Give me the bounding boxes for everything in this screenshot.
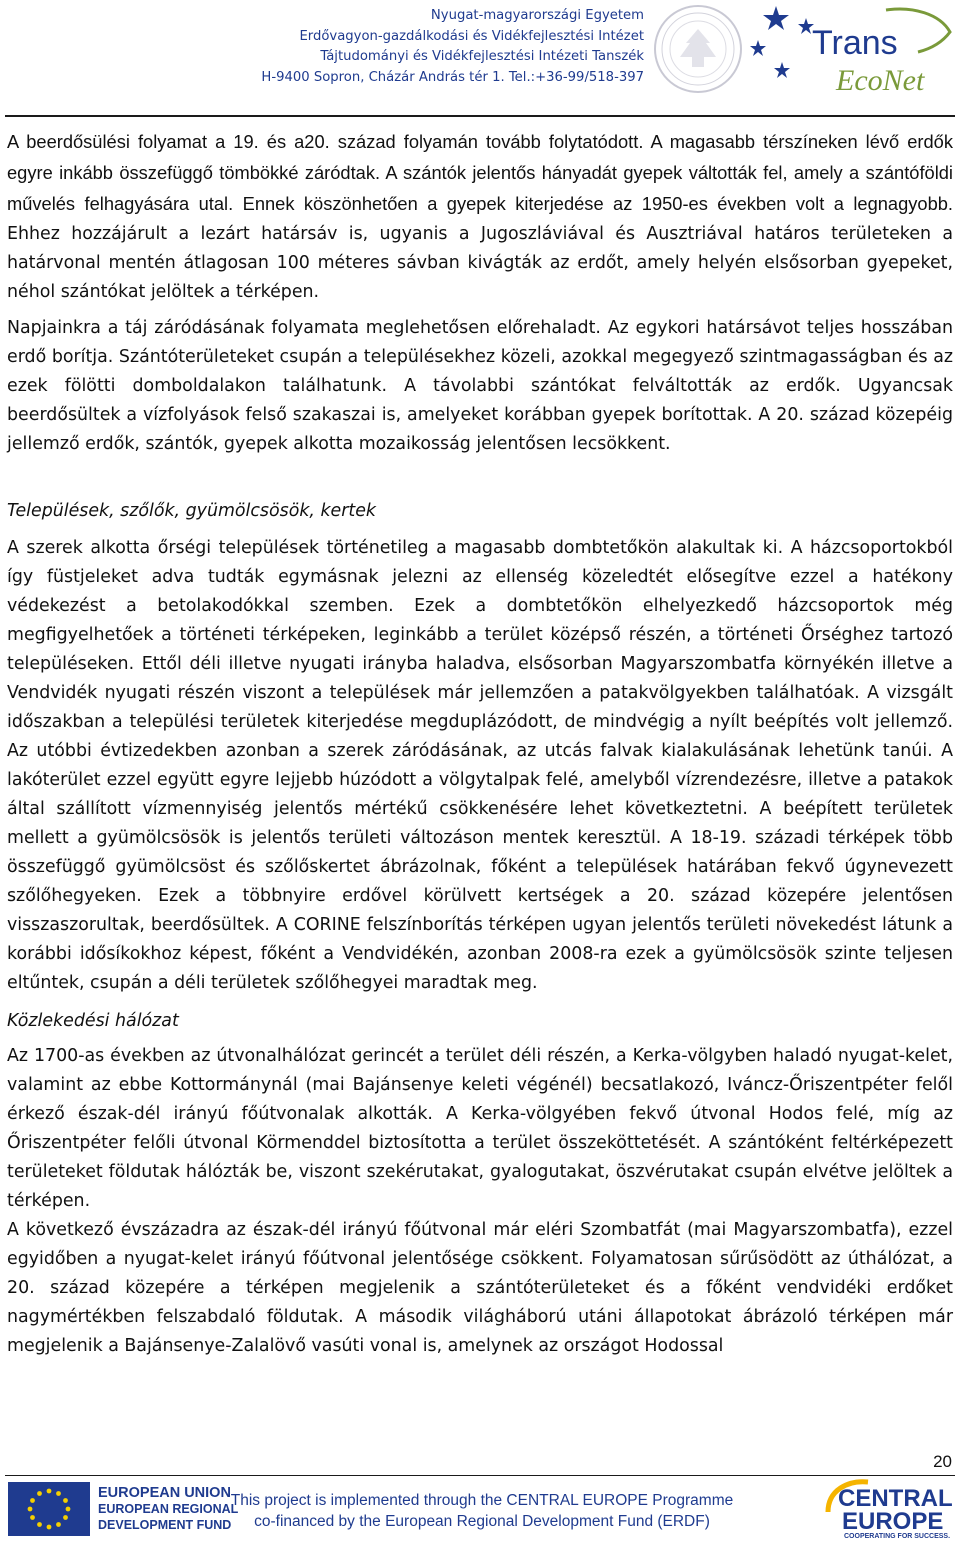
institution-line: Erdővagyon-gazdálkodási és Vidékfejlesztési Intézet xyxy=(299,28,644,44)
logo-trans-text: Trans xyxy=(812,24,898,62)
header-divider xyxy=(5,115,955,117)
institution-line: H-9400 Sopron, Cházár András tér 1. Tel.:+36-99/518-397 xyxy=(261,69,644,85)
section-heading: Települések, szőlők, gyümölcsösök, kertek xyxy=(7,501,376,521)
page-number: 20 xyxy=(933,1452,952,1471)
paragraph: Az 1700-as években az útvonalhálózat gerincét a terület déli részén, a Kerka-völgyben haladó nyugat-kelet, valamint az ebbe Kottormánynál (mai Bajánsenye keleti végénél) becsatlakozó, Iváncz-Őriszentpéter felől érkező észak-dél irányú főútvonalak alkották. A Kerka-völgyében fekvő útvonal Hodos felé, míg az Őriszentpéter felőli útvonal Körmenddel biztosította a terület összeköttetését. A szántóként feltérképezett területeket földutak hálózták be, viszont szekérutakat, gyalogutakat, öszvérutakat csupán elvétve jelöltek a térképen. xyxy=(7,1046,953,1211)
ce-line: EUROPE xyxy=(842,1508,944,1535)
ce-tagline: COOPERATING FOR SUCCESS. xyxy=(844,1533,951,1540)
paragraph: A következő évszázadra az észak-dél irányú főútvonal már eléri Szombatfát (mai Magyarszombatfa), ezzel egyidőben a nyugat-kelet irányú főútvonal jelentősége csökkent. Folyamatosan sűrűsödött az úthálózat, a 20. század közepére a térképen megjelenik a szántóterületeket és a főként vendvidéki erdőket nagymértékben felszabdaló földutak. A második világháború utáni állapotokat ábrázoló térképen már megjelenik a Bajánsenye-Zalalövő vasúti vonal is, amelynek az országot Hodossal xyxy=(7,1220,953,1356)
document-body xyxy=(7,127,953,1361)
eu-flag-icon xyxy=(8,1482,90,1536)
paragraph: A szerek alkotta őrségi települések történetileg a magasabb dombtetőkön alakultak ki. A házcsoportokból így füstjeleket adva tudták egymásnak jelezni az ellenség közeledtét elősegítve ezzel a hatékony védekezést a betolakodókkal szemben. Ezek a dombtetőkön elhelyezkedő házcsoportok még megfigyelhetőek a történeti térképeken, leginkább a terület középső részén, a történeti Őrséghez tartozó településeken. Ettől déli illetve nyugati irányba haladva, elsősorban Magyarszombatfa környékén illetve a Vendvidék nyugati részén viszont a települések már jellemzően a patakvölgyekben találhatóak. A vizsgált időszakban a települési területek kiterjedése megduplázódott, de mindvégig a nyílt beépítés volt jellemző. Az utóbbi évtizedekben azonban a szerek záródásának, az utcás falvak kialakulásának lehetünk tanúi. A lakóterület ezzel együtt egyre lejjebb húzódott a völgytalpak felé, amelyből vízrendezésre, illetve a patakok által szállított vízmennyiség jelentős mértékű csökkenésére lehet következtetni. A beépített területek mellett a gyümölcsösök is jelentős területi változáson mentek keresztül. A 18-19. századi térképek több összefüggő gyümölcsöst és szőlőskertet ábrázolnak, főként a települések határában fekvő úgynevezett szőlőhegyeken. Ezek a többnyire erdővel körülvett kertségek a 20. század közepére jelentősen visszaszorultak, beerdősültek. A CORINE felszínborítás térképen ugyan jelentős területi növekedést látunk a korábbi idősíkokhoz képest, főként a Vendvidékén, azonban 2008-ra ezek a gyümölcsösök szinte teljesen eltűntek, csupán a déli területek szőlőhegyei maradtak meg. xyxy=(7,538,953,993)
university-seal-icon xyxy=(652,3,744,95)
logo-econet-text: EcoNet xyxy=(836,64,925,97)
paragraph: Napjainkra a táj záródásának folyamata meglehetősen előrehaladt. Az egykori határsávot teljes hosszában erdő borítja. Szántóterületeket csupán a településekhez közeli, azokkal megegyező szintmagasságban és az ezek fölötti domboldalakon találhatunk. A távolabbi szántókat felváltották az erdők. Ugyancsak beerdősültek a vízfolyások felső szakaszai is, amelyeket korábban gyepek borítottak. A 20. század közepéig jellemző erdők, szántók, gyepek alkotta mozaikosság jelentősen lecsökkent. xyxy=(7,318,953,454)
page-header xyxy=(0,0,960,118)
trans-econet-logo xyxy=(748,2,954,98)
eu-line: EUROPEAN UNION xyxy=(98,1485,231,1501)
programme-line: co-financed by the European Regional Development Fund (ERDF) xyxy=(254,1513,710,1530)
institution-line: Tájtudományi és Vidékfejlesztési Intézeti Tanszék xyxy=(320,49,644,64)
eu-line: EUROPEAN REGIONAL xyxy=(98,1502,239,1516)
footer-divider xyxy=(5,1475,955,1476)
paragraph xyxy=(7,127,953,307)
institution-block xyxy=(261,6,644,88)
institution-line: Nyugat-magyarországi Egyetem xyxy=(430,8,644,23)
eu-line: DEVELOPMENT FUND xyxy=(98,1518,232,1532)
programme-line: This project is implemented through the CENTRAL EUROPE Programme xyxy=(230,1492,734,1509)
central-europe-logo xyxy=(822,1476,956,1540)
ce-line: CENTRAL xyxy=(838,1485,953,1512)
paragraph-rest: Ehhez hozzájárult a lezárt határsáv is, ugyanis a Jugoszláviával és Ausztriával határos területeken a határvonal mentén átlagosan 100 méteres sávban kivágták az erdőt, amely helyén elsősorban gyepeket, néhol szántókat jelöltek a térképen. xyxy=(7,224,953,302)
paragraph-lead: A beerdősülési folyamat a 19. és a20. század folyamán tovább folytatódott. A magasabb térszíneken lévő erdők egyre inkább összefüggő tömbökké záródtak. A szántók jelentős hányadát gyepek váltották fel, amely a szántóföldi művelés felhagyására utal. Ennek köszönhetően a gyepek kiterjedése az 1950-es években volt a legnagyobb. xyxy=(7,131,953,214)
section-heading: Közlekedési hálózat xyxy=(7,1011,179,1031)
eu-fund-label xyxy=(98,1485,238,1533)
programme-statement xyxy=(222,1490,742,1532)
